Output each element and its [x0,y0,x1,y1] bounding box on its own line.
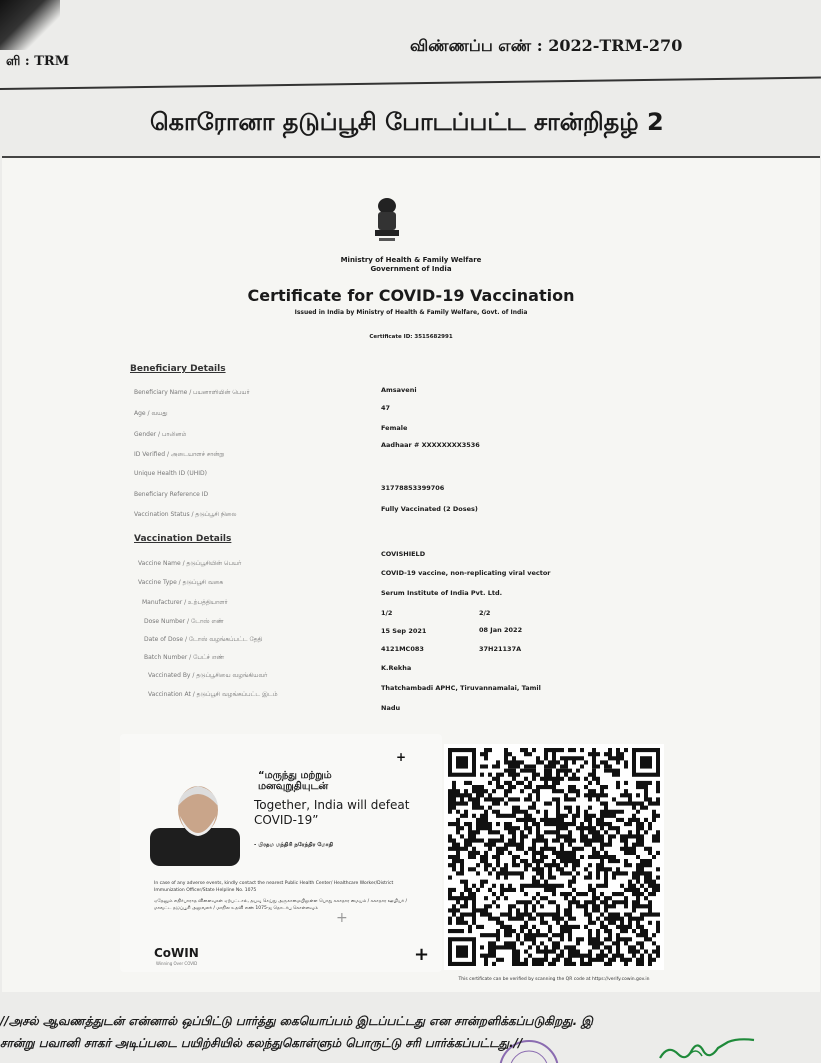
certificate-id: Certificate ID: 3515682991 [369,334,453,340]
dose-1-date: 15 Sep 2021 [381,627,427,635]
beneficiary-heading: Beneficiary Details [130,364,226,374]
quote-tamil-line-1: “மருந்து மற்றும் [258,770,332,781]
dose-1-value: 1/2 [381,609,393,617]
vaccinated-at-value: Thatchambadi APHC, Tiruvannamalai, Tamil [381,684,541,692]
beneficiary-label: Age / வயது [134,410,168,417]
dose-date-label: Date of Dose / டோஸ் வழங்கப்பட்ட தேதி [144,636,263,643]
quote-tamil [258,770,332,792]
beneficiary-value: Amsaveni [381,386,417,394]
beneficiary-value: 31778853399706 [381,484,445,492]
vaccine-name-value: COVISHIELD [381,550,426,558]
beneficiary-label: Unique Health ID (UHID) [134,470,207,477]
beneficiary-label: Beneficiary Reference ID [134,491,209,498]
vaccination-heading: Vaccination Details [134,534,232,544]
header-top-left: ளி : TRM [6,54,70,69]
certificate-subtitle: Issued in India by Ministry of Health & Family Welfare, Govt. of India [294,309,528,316]
pm-photo [150,776,240,866]
qr-verification-note: This certificate can be verified by scanning the QR code at https://verify.cowin.gov.in [458,977,650,982]
beneficiary-value: Fully Vaccinated (2 Doses) [381,505,478,513]
beneficiary-value: 47 [381,404,391,412]
manufacturer-value: Serum Institute of India Pvt. Ltd. [381,589,503,597]
scan-corner-shadow [0,0,60,50]
plus-icon: + [396,750,407,764]
vaccinated-at-label: Vaccination At / தடுப்பூசி வழங்கப்பட்ட இடம் [148,691,278,698]
page-title: கொரோனா தடுப்பூசி போடப்பட்ட சான்றிதழ் 2 [150,108,664,136]
quote-english: Together, India will defeat COVID-19” [254,798,410,827]
pm-name: - பிரதம மந்திரி நரேந்திர மோதி [254,842,334,848]
manufacturer-label: Manufacturer / உற்பத்தியாளர் [142,599,228,606]
attestation-line-2: சான்று பவானி சாகர் அடிப்படை பயிற்சியில் கலந்துகொள்ளும் பொருட்டு சரி பார்க்கப்பட்டது.// [0,1036,523,1050]
beneficiary-label: Vaccination Status / தடுப்பூசி நிலை [134,511,237,518]
helpline-text: In case of any adverse events, kindly contact the nearest Public Health Center/ Healthcare Worker/District Immunization Officer/State Helpline No. 1075 [154,881,394,893]
vaccinated-by-value: K.Rekha [381,664,412,672]
beneficiary-label: Gender / பாலினம் [134,431,187,438]
pm-message-banner [120,734,442,972]
verification-qr-code [444,744,664,970]
vaccinated-at-value-line2: Nadu [381,704,401,712]
plus-icon: + [414,944,430,965]
dose-label: Dose Number / டோஸ் எண் [144,618,224,625]
attestation-line-1: //அசல் ஆவணத்துடன் என்னால் ஒப்பிட்டு பார்த்து கையொப்பம் இடப்பட்டது என சான்றளிக்கப்படுகிறது. இ [0,1014,593,1028]
vaccine-type-value: COVID-19 vaccine, non-replicating viral vector [381,569,551,577]
dose-2-value: 2/2 [479,609,491,617]
plus-icon: + [336,910,348,926]
beneficiary-value: Female [381,424,408,432]
beneficiary-label: ID Verified / அடையாளச் சான்று [134,451,225,458]
vaccine-name-label: Vaccine Name / தடுப்பூசியின் பெயர் [138,560,242,567]
vaccination-certificate [2,156,820,992]
cowin-tagline: Winning Over COVID [156,961,198,966]
vaccinated-by-label: Vaccinated By / தடுப்பூசியை வழங்கியவர் [148,672,268,679]
header-rule [0,77,821,90]
application-number: விண்ணப்ப எண் : 2022-TRM-270 [410,36,683,55]
beneficiary-label: Beneficiary Name / பயனாளியின் பெயர் [134,389,250,396]
batch-1-value: 4121MC083 [381,645,424,653]
quote-tamil-line-2: மனவுறுதியுடன் [258,781,329,792]
batch-2-value: 37H21137A [479,645,522,653]
dose-2-date: 08 Jan 2022 [479,626,523,634]
national-emblem-icon [370,196,404,248]
ministry-line-1: Ministry of Health & Family Welfare [340,256,482,264]
vaccine-type-label: Vaccine Type / தடுப்பூசி வகை [138,579,224,586]
beneficiary-value: Aadhaar # XXXXXXXX3536 [381,441,480,449]
ministry-line-2: Government of India [370,265,452,273]
certificate-title: Certificate for COVID-19 Vaccination [247,286,575,305]
signature [658,1036,758,1063]
cowin-logo: CoWIN [154,946,199,960]
batch-label: Batch Number / பேட்ச் எண் [144,654,225,661]
helpline-text-tamil: ஏதேனும் எதிர்பாராத விளைவுகள் ஏற்பட்டால், தயவு செய்து அருகாமையிலுள்ள பொது சுகாதார மையம் / சுகாதார ஊழியர் / மாவட்ட தடுப்பூசி அலுவலர் / மாநில உதவி எண் 1075-ஐ தொடர்பு கொள்ளவும் [154,899,408,911]
